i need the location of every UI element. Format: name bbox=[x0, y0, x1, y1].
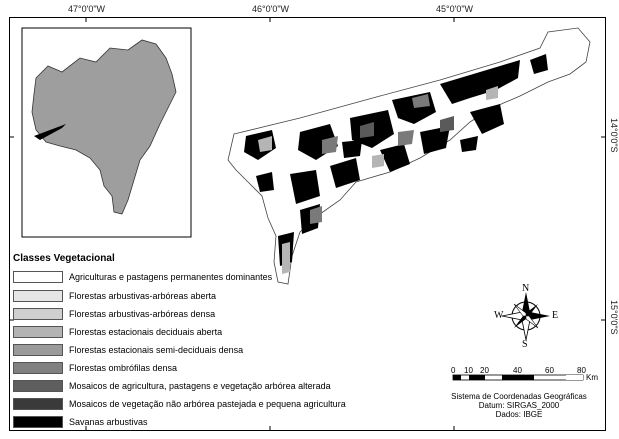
legend-swatch bbox=[13, 380, 63, 392]
data-source-text: Dados: IBGE bbox=[495, 410, 543, 419]
compass-east-label: E bbox=[552, 310, 559, 321]
legend-swatch bbox=[13, 308, 63, 320]
compass-north-label: N bbox=[522, 283, 530, 294]
scale-unit: Km bbox=[586, 373, 598, 382]
legend-swatch bbox=[13, 326, 63, 338]
scale-bar bbox=[453, 375, 583, 380]
legend-swatch bbox=[13, 290, 63, 302]
legend-item bbox=[13, 307, 215, 321]
legend-label: Florestas ombrófilas densa bbox=[69, 363, 178, 373]
scale-tick-0: 0 bbox=[451, 366, 456, 375]
legend-item bbox=[13, 361, 177, 375]
scale-tick-10: 10 bbox=[464, 366, 473, 375]
legend-item bbox=[13, 397, 346, 411]
grid-label-15s: 15°0'0"S bbox=[609, 300, 619, 335]
legend-label: Agriculturas e pastagens permanentes dominantes bbox=[69, 272, 273, 282]
legend-label: Mosaicos de agricultura, pastagens e vegetação arbórea alterada bbox=[69, 381, 331, 391]
legend-item bbox=[13, 325, 222, 339]
scale-tick-20: 20 bbox=[480, 366, 489, 375]
grid-label-47w: 47°0'0"W bbox=[68, 4, 106, 14]
legend-item bbox=[13, 343, 243, 357]
datum-text: Datum: SIRGAS_2000 bbox=[478, 401, 560, 410]
scale-tick-80: 80 bbox=[577, 366, 586, 375]
compass-rose bbox=[502, 292, 550, 340]
compass-south-label: S bbox=[522, 339, 528, 350]
legend-swatch bbox=[13, 362, 63, 374]
legend-item bbox=[13, 415, 148, 429]
coord-system-text: Sistema de Coordenadas Geográficas bbox=[451, 392, 587, 401]
legend-swatch bbox=[13, 271, 63, 283]
legend-swatch bbox=[13, 398, 63, 410]
legend-label: Savanas arbustivas bbox=[69, 417, 148, 427]
legend-label: Florestas estacionais semi-deciduais densa bbox=[69, 345, 244, 355]
legend-swatch bbox=[13, 416, 63, 428]
compass-west-label: W bbox=[494, 310, 504, 321]
legend-item bbox=[13, 379, 331, 393]
footer-note bbox=[444, 392, 594, 419]
scale-tick-60: 60 bbox=[545, 366, 554, 375]
legend-title: Classes Vegetacional bbox=[13, 253, 115, 264]
legend-item bbox=[13, 270, 272, 284]
legend-label: Florestas arbustivas-arbóreas aberta bbox=[69, 291, 217, 301]
grid-label-45w: 45°0'0"W bbox=[436, 4, 474, 14]
grid-label-14s: 14°0'0"S bbox=[609, 118, 619, 153]
scale-tick-40: 40 bbox=[513, 366, 522, 375]
legend-label: Florestas arbustivas-arbóreas densa bbox=[69, 309, 216, 319]
grid-label-46w: 46°0'0"W bbox=[252, 4, 290, 14]
legend-swatch bbox=[13, 344, 63, 356]
legend-item bbox=[13, 289, 216, 303]
legend-label: Florestas estacionais deciduais aberta bbox=[69, 327, 223, 337]
legend-label: Mosaicos de vegetação não arbórea pastejada e pequena agricultura bbox=[69, 399, 346, 409]
